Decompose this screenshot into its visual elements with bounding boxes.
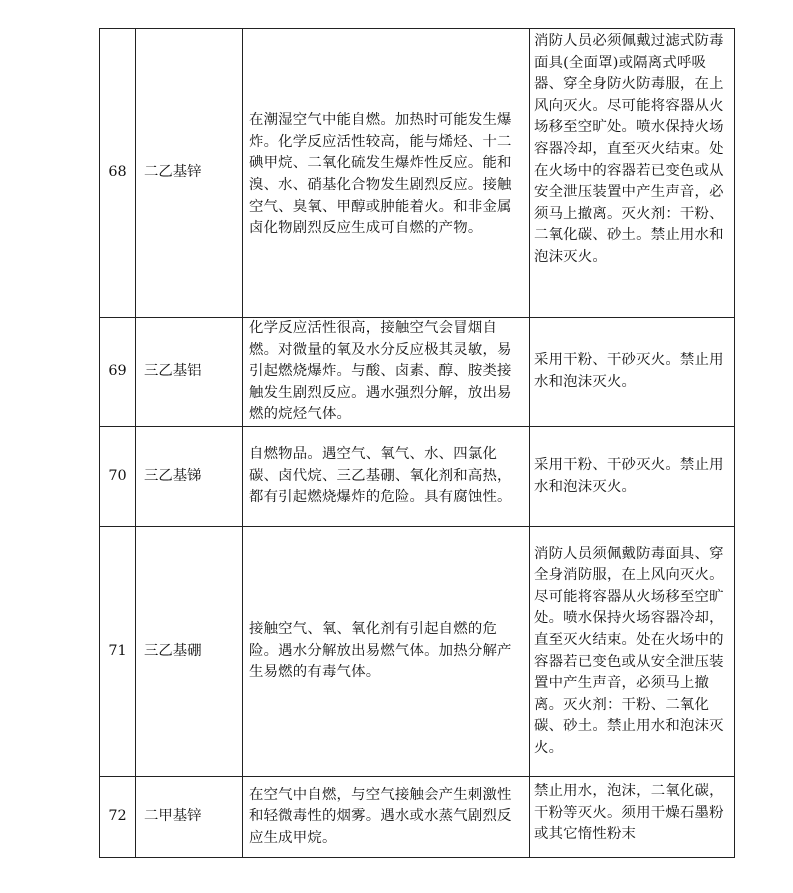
firefighting-text: 消防人员须佩戴防毒面具、穿全身消防服，在上风向灭火。尽可能将容器从火场移至空旷处。喷水保持火场容器冷却，直至灭火结束。处在火场中的容器若已变色或从安全泄压装置中产生声音，必须马上撤离。灭火剂：干粉、二氧化碳、砂土。禁止用水和泡沫灭火。 — [534, 545, 724, 756]
hazard-text: 接触空气、氧、氧化剂有引起自燃的危险。遇水分解放出易燃气体。加热分解产生易燃的有毒气体。 — [249, 621, 512, 681]
hazard-description — [243, 318, 530, 427]
row-number: 70 — [100, 427, 136, 527]
chemical-name: 三乙基铝 — [136, 318, 243, 427]
hazard-table — [99, 28, 735, 858]
hazard-text: 在空气中自燃，与空气接触会产生刺激性和轻微毒性的烟雾。遇水或水蒸气剧烈反应生成甲烷。 — [249, 786, 512, 846]
firefighting-method — [530, 527, 735, 777]
firefighting-method — [530, 427, 735, 527]
firefighting-method — [530, 777, 735, 858]
hazard-description — [243, 29, 530, 318]
table-row — [100, 29, 735, 318]
row-number: 68 — [100, 29, 136, 318]
firefighting-method — [530, 318, 735, 427]
hazard-description — [243, 777, 530, 858]
hazard-text: 自燃物品。遇空气、氧气、水、四氯化碳、卤代烷、三乙基硼、氧化剂和高热，都有引起燃烧爆炸的危险。具有腐蚀性。 — [249, 446, 512, 506]
chemical-name: 三乙基锑 — [136, 427, 243, 527]
row-number: 71 — [100, 527, 136, 777]
row-number: 72 — [100, 777, 136, 858]
firefighting-text: 采用干粉、干砂灭火。禁止用水和泡沫灭火。 — [534, 456, 724, 495]
chemical-name: 三乙基硼 — [136, 527, 243, 777]
firefighting-text: 采用干粉、干砂灭火。禁止用水和泡沫灭火。 — [534, 352, 724, 390]
firefighting-text: 消防人员必须佩戴过滤式防毒面具(全面罩)或隔离式呼吸器、穿全身防火防毒服，在上风向灭火。尽可能将容器从火场移至空旷处。喷水保持火场容器冷却，直至灭火结束。处在火场中的容器若已变色或从安全泄压装置中产生声音，必须马上撤离。灭火剂：干粉、二氧化碳、砂土。禁止用水和泡沫灭火。 — [534, 33, 724, 265]
table-row — [100, 318, 735, 427]
hazard-text: 化学反应活性很高，接触空气会冒烟自燃。对微量的氧及水分反应极其灵敏，易引起燃烧爆炸。与酸、卤素、醇、胺类接触发生剧烈反应。遇水强烈分解，放出易燃的烷烃气体。 — [249, 320, 512, 423]
hazard-description — [243, 527, 530, 777]
table-row — [100, 427, 735, 527]
hazard-text: 在潮湿空气中能自燃。加热时可能发生爆炸。化学反应活性较高，能与烯烃、十二碘甲烷、二氧化硫发生爆炸性反应。能和溴、水、硝基化合物发生剧烈反应。接触空气、臭氧、甲醇或肿能着火。和非金属卤化物剧烈反应生成可自燃的产物。 — [249, 112, 512, 237]
firefighting-text: 禁止用水，泡沫，二氧化碳，干粉等灭火。须用干燥石墨粉或其它惰性粉末 — [534, 783, 724, 843]
table-row — [100, 527, 735, 777]
chemical-name: 二乙基锌 — [136, 29, 243, 318]
table-row — [100, 777, 735, 858]
firefighting-method — [530, 29, 735, 318]
table-body — [100, 29, 735, 858]
hazard-description — [243, 427, 530, 527]
row-number: 69 — [100, 318, 136, 427]
chemical-name: 二甲基锌 — [136, 777, 243, 858]
